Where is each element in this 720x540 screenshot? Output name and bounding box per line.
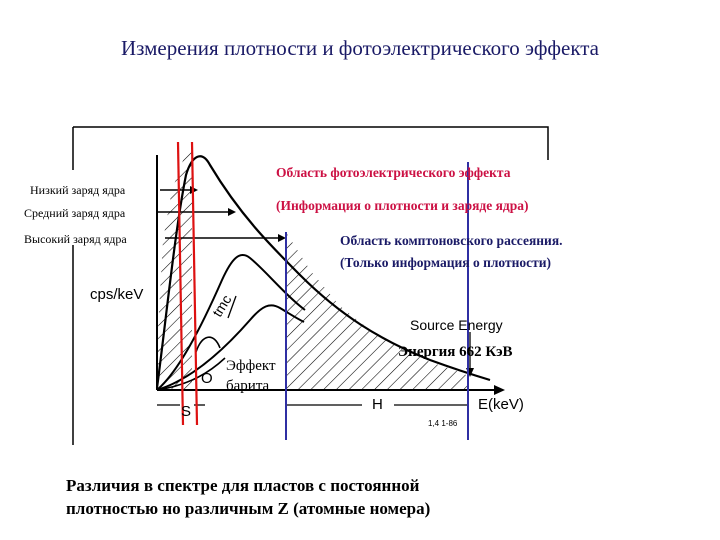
x-axis-arrow <box>494 385 505 395</box>
page-title: Измерения плотности и фотоэлектрического эффекта <box>120 36 600 60</box>
label-mid-z: Средний заряд ядра <box>24 206 126 220</box>
caption-line-1: Различия в спектре для пластов с постоянной <box>66 476 420 495</box>
label-photo-region-2: (Информация о плотности и заряде ядра) <box>276 198 529 213</box>
barite-label-2: барита <box>226 378 270 394</box>
x-axis-label: E(keV) <box>478 396 524 413</box>
energy-662-label: Энергия 662 КэВ <box>398 344 513 360</box>
source-energy-label: Source Energy <box>410 317 503 333</box>
barite-label-1: Эффект <box>226 358 276 374</box>
label-high-z: Высокий заряд ядра <box>24 232 127 246</box>
photo-window-right <box>192 142 197 425</box>
label-compton-1: Область комптоновского рассеяния. <box>340 233 563 248</box>
tmc-label: tmc <box>208 291 235 320</box>
label-low-z: Низкий заряд ядра <box>30 183 126 197</box>
figure-frame <box>73 127 548 160</box>
caption-line-2: плотностью но различным Z (атомные номера) <box>66 499 431 518</box>
label-photo-region-1: Область фотоэлектрического эффекта <box>276 165 511 180</box>
barite-arc <box>196 337 220 352</box>
o-label: O <box>201 370 213 387</box>
y-axis-label: cps/keV <box>90 286 144 303</box>
s-label: S <box>181 403 192 420</box>
caption <box>66 474 586 520</box>
h-label: H <box>372 396 383 413</box>
label-compton-2: (Только информация о плотности) <box>340 255 552 270</box>
figure-ref: 1,4 1-86 <box>428 419 458 428</box>
